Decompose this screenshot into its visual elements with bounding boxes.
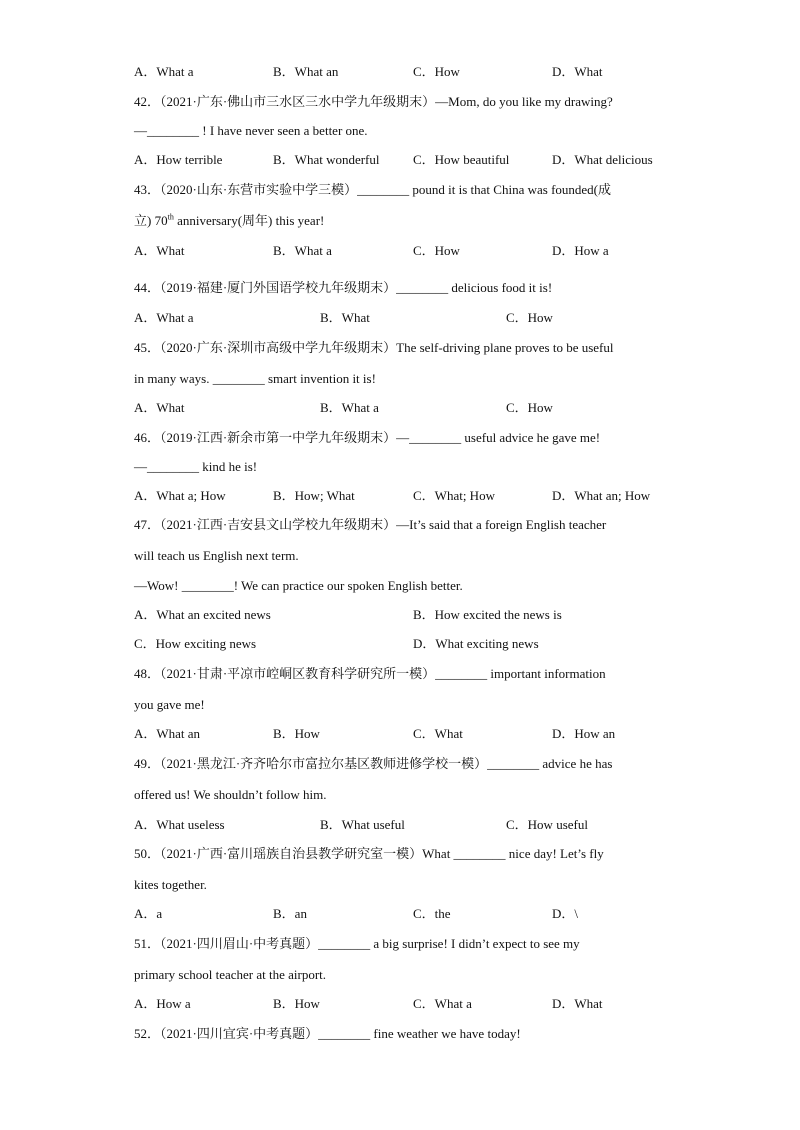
q42-option-a: A．How terrible [134, 152, 223, 167]
q51-line2: primary school teacher at the airport. [134, 967, 327, 982]
q45-option-b: B．What a [320, 400, 379, 415]
q47-line2: will teach us English next term. [134, 548, 299, 563]
q48-line2: you gave me! [134, 697, 205, 712]
q43-line2 [134, 213, 324, 229]
q41-option-a: A．What a [134, 64, 194, 79]
q43-option-b: B．What a [273, 243, 332, 258]
q51-option-d: D．What [552, 996, 603, 1011]
q47-option-a: A．What an excited news [134, 607, 271, 622]
q52-stem: 52．（2021·四川宜宾·中考真题）________ fine weather we have today! [134, 1026, 521, 1041]
q42-option-c: C．How beautiful [413, 152, 510, 167]
q44-option-b: B．What [320, 310, 370, 325]
q46-option-a: A．What a; How [134, 488, 226, 503]
q50-option-b: B．an [273, 906, 307, 921]
q51-option-b: B．How [273, 996, 320, 1011]
q42-line2: —________ ! I have never seen a better one. [134, 123, 368, 138]
q42-stem: 42．（2021·广东·佛山市三水区三水中学九年级期末）—Mom, do you like my drawing? [134, 94, 613, 109]
q44-option-c: C．How [506, 310, 553, 325]
q49-option-c: C．How useful [506, 817, 588, 832]
q46-option-d: D．What an; How [552, 488, 651, 503]
q49-option-a: A．What useless [134, 817, 225, 832]
q47-line3: —Wow! ________! We can practice our spoken English better. [134, 578, 463, 593]
q49-option-b: B．What useful [320, 817, 405, 832]
q47-stem: 47．（2021·江西·吉安县文山学校九年级期末）—It’s said that a foreign English teacher [134, 517, 607, 532]
q50-option-d: D．\ [552, 906, 579, 921]
q50-option-a: A．a [134, 906, 163, 921]
q50-line2: kites together. [134, 877, 207, 892]
q45-stem: 45．（2020·广东·深圳市高级中学九年级期末）The self-driving plane proves to be useful [134, 340, 614, 355]
q44-stem: 44．（2019·福建·厦门外国语学校九年级期末）________ delicious food it is! [134, 280, 553, 295]
q43-option-c: C．How [413, 243, 460, 258]
q43-line2-post: anniversary(周年) this year! [173, 213, 325, 228]
q43-line2-sup: th [167, 212, 174, 222]
q44-option-a: A．What a [134, 310, 194, 325]
q48-stem: 48．（2021·甘肃·平凉市崆峒区教育科学研究所一模）________ important information [134, 666, 606, 681]
q42-option-d: D．What delicious [552, 152, 653, 167]
q43-stem: 43．（2020·山东·东营市实验中学三模）________ pound it is that China was founded(成 [134, 182, 611, 197]
q41-option-d: D．What [552, 64, 603, 79]
q41-option-c: C．How [413, 64, 460, 79]
q47-option-d: D．What exciting news [413, 636, 539, 651]
q45-line2: in many ways. ________ smart invention it is! [134, 371, 376, 386]
q43-line2-pre: 立) 70 [134, 213, 168, 228]
q43-option-d: D．How a [552, 243, 609, 258]
q47-option-c: C．How exciting news [134, 636, 257, 651]
q51-option-c: C．What a [413, 996, 472, 1011]
q41-option-b: B．What an [273, 64, 339, 79]
q51-stem: 51．（2021·四川眉山·中考真题）________ a big surprise! I didn’t expect to see my [134, 936, 580, 951]
q50-option-c: C．the [413, 906, 451, 921]
q48-option-d: D．How an [552, 726, 616, 741]
q48-option-a: A．What an [134, 726, 201, 741]
q47-option-b: B．How excited the news is [413, 607, 562, 622]
q46-option-c: C．What; How [413, 488, 495, 503]
q48-option-b: B．How [273, 726, 320, 741]
q45-option-c: C．How [506, 400, 553, 415]
q46-stem: 46．（2019·江西·新余市第一中学九年级期末）—________ useful advice he gave me! [134, 430, 601, 445]
q46-option-b: B．How; What [273, 488, 355, 503]
q50-stem: 50．（2021·广西·富川瑶族自治县教学研究室一模）What ________ nice day! Let’s fly [134, 846, 604, 861]
q45-option-a: A．What [134, 400, 185, 415]
q51-option-a: A．How a [134, 996, 191, 1011]
q42-option-b: B．What wonderful [273, 152, 380, 167]
q46-line2: —________ kind he is! [134, 459, 258, 474]
q48-option-c: C．What [413, 726, 463, 741]
q43-option-a: A．What [134, 243, 185, 258]
q49-line2: offered us! We shouldn’t follow him. [134, 787, 327, 802]
q49-stem: 49．（2021·黑龙江·齐齐哈尔市富拉尔基区教师进修学校一模）________ advice he has [134, 756, 613, 771]
